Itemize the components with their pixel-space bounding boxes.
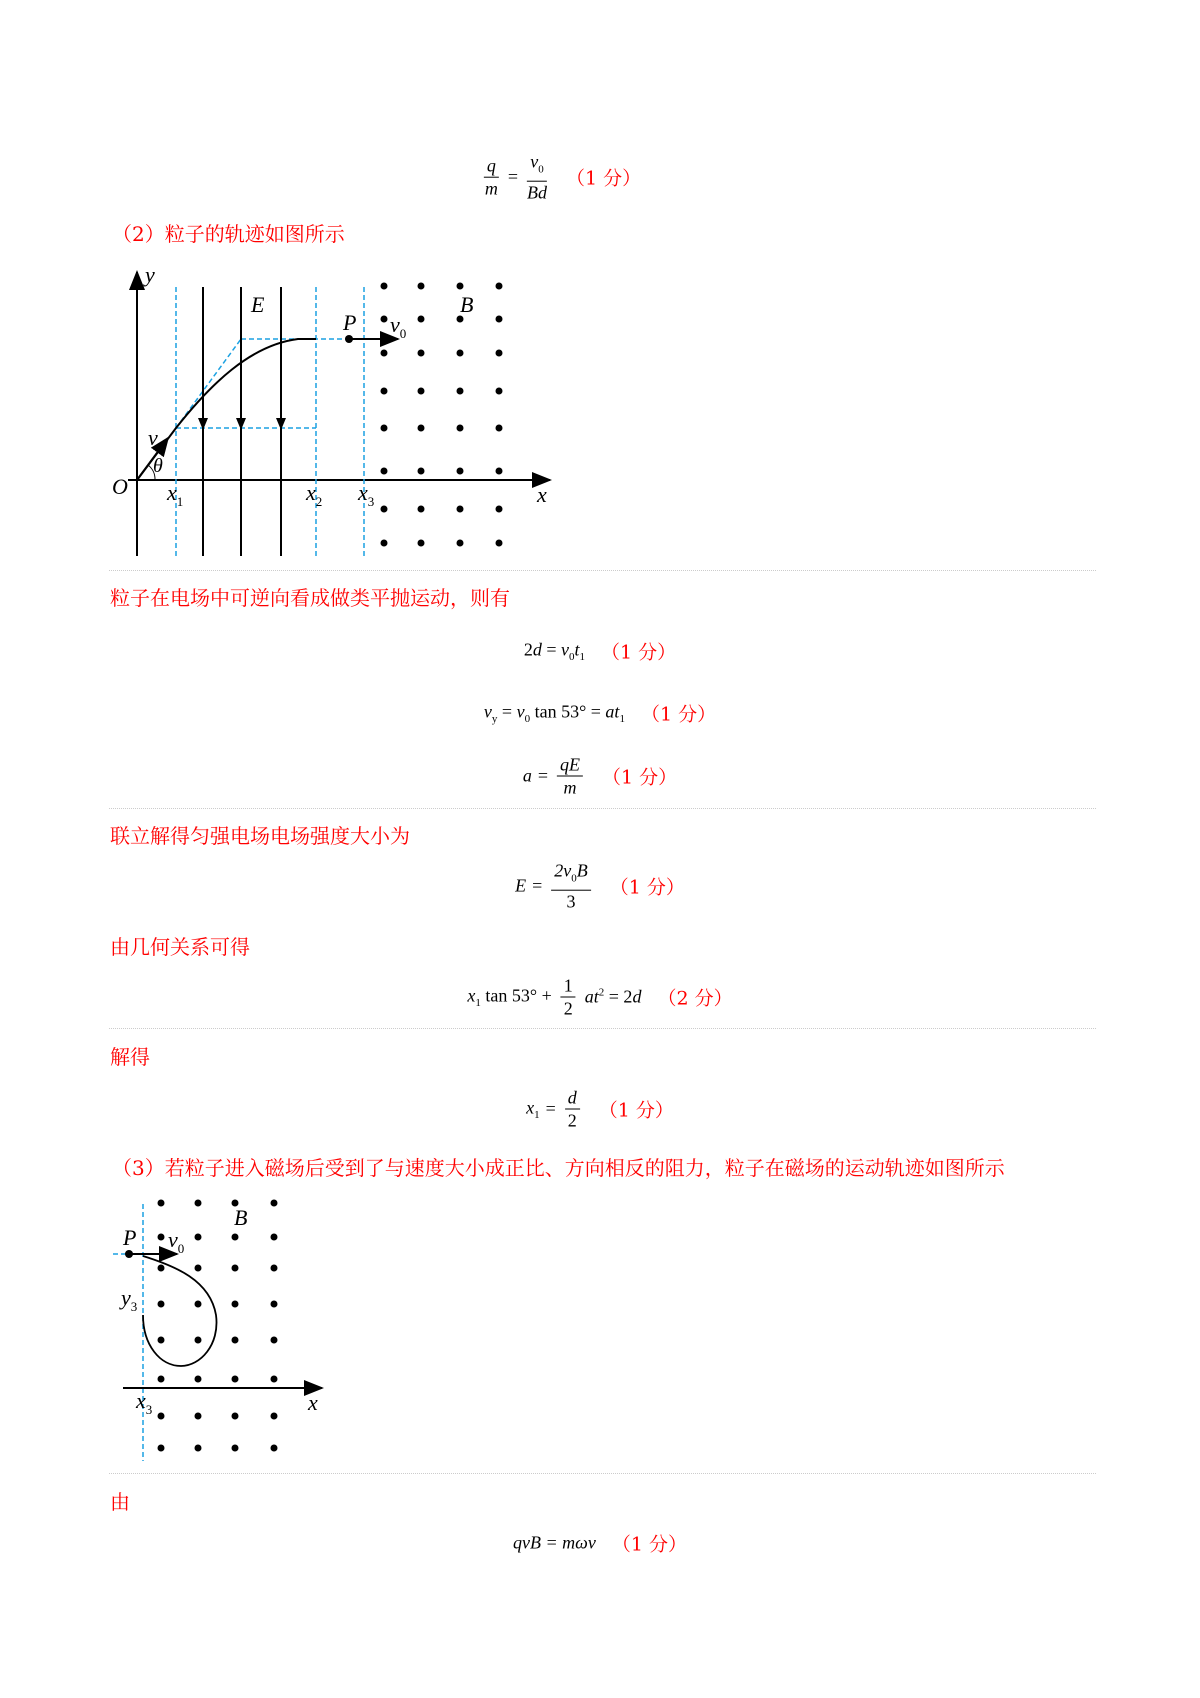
divider [109,1028,1096,1029]
equation-vy: $v_y = v_0$ $\tan 53^\circ = at_1$ （1 分） [483,701,717,726]
field-dot [381,350,388,357]
svg-text:v: v [148,425,158,450]
part2-heading: （2）粒子的轨迹如图所示 [112,222,345,246]
field-dot [195,1301,202,1308]
svg-text:x: x [308,1390,318,1415]
field-dot [418,316,425,323]
score: （1 分） [601,641,677,664]
field-dot [232,1337,239,1344]
divider [109,1473,1096,1474]
score: （1 分） [598,1099,674,1122]
equation-qvb: qvB = mωv （1 分） [513,1530,687,1557]
field-dot [271,1234,278,1241]
field-dot [195,1445,202,1452]
field-dot [457,350,464,357]
field-dot [496,388,503,395]
field-dot [457,425,464,432]
svg-text:P: P [343,310,357,335]
field-dot [496,540,503,547]
field-dot [457,506,464,513]
equation-q-over-m: $\frac{q}{m}$ = $\frac{v_0}{Bd}$ （1 分） [484,151,642,203]
svg-text:x3: $x_3$ [136,1388,153,1417]
equation-x1: $x_1$ = $\frac{d}{2}$ （1 分） [526,1087,674,1131]
divider [109,808,1096,809]
field-dot [271,1301,278,1308]
svg-text:O: O [112,474,128,499]
field-dot [271,1376,278,1383]
equation-2d: $2d = v_0t_1$ （1 分） [523,639,677,664]
part3-heading: （3）若粒子进入磁场后受到了与速度大小成正比、方向相反的阻力，粒子在磁场的运动轨迹如图所示 [112,1156,1005,1180]
field-dot [232,1301,239,1308]
field-dot [232,1265,239,1272]
field-dot [158,1445,165,1452]
trajectory-diagram-magnetic [0,1180,360,1480]
field-dot [418,540,425,547]
svg-text:θ: θ [153,455,163,477]
text-solve-field: 联立解得匀强电场电场强度大小为 [110,824,410,848]
score: （1 分） [640,703,717,726]
text-you: 由 [110,1490,130,1514]
svg-text:y: y [145,262,155,287]
svg-text:x2: $x_2$ [306,480,323,509]
field-dot [496,316,503,323]
score: （1 分） [609,876,685,899]
field-dot [457,540,464,547]
field-dot [381,388,388,395]
field-dot [271,1337,278,1344]
svg-text:v0: $v_0$ [390,312,407,341]
field-dot [418,388,425,395]
trajectory-curve [137,339,316,480]
score: （1 分） [602,766,678,789]
field-dot [418,425,425,432]
svg-text:B: B [234,1205,248,1230]
field-dot [232,1376,239,1383]
field-dot [457,468,464,475]
svg-text:v0: $v_0$ [168,1227,185,1256]
text-reverse-motion: 粒子在电场中可逆向看成做类平抛运动，则有 [110,586,510,610]
field-dot [271,1265,278,1272]
field-dot [381,283,388,290]
score: （1 分） [611,1533,687,1556]
field-dot [271,1413,278,1420]
field-dot [158,1376,165,1383]
svg-text:x3: $x_3$ [358,480,375,509]
field-dot [158,1200,165,1207]
field-dot [195,1376,202,1383]
field-dot [496,468,503,475]
field-dot [232,1234,239,1241]
field-dot [496,283,503,290]
field-dot [381,540,388,547]
field-dot [158,1337,165,1344]
trajectory-diagram-electric-magnetic [0,0,600,600]
field-dot [496,506,503,513]
field-dot [457,283,464,290]
text-jiede: 解得 [110,1045,150,1069]
field-dot [158,1301,165,1308]
field-dot [381,468,388,475]
field-dot [158,1413,165,1420]
field-dot [271,1445,278,1452]
equation-geometry: $x_1$ tan 53° + $\frac{1}{2}$ $at^2 = 2d$ （2 分） [467,975,733,1019]
field-dot [457,388,464,395]
field-dot [381,425,388,432]
svg-text:P: P [123,1225,137,1250]
field-dot [418,468,425,475]
field-dot [195,1413,202,1420]
svg-text:y3: $y_3$ [121,1285,138,1314]
field-dot [195,1234,202,1241]
score: （2 分） [657,987,733,1010]
score: （1 分） [566,167,642,190]
field-dot [195,1265,202,1272]
field-dot [418,350,425,357]
field-dot [271,1200,278,1207]
field-dot [195,1337,202,1344]
svg-text:x: x [537,482,547,507]
field-dot [418,506,425,513]
field-dot [418,283,425,290]
field-dot [158,1234,165,1241]
svg-text:x1: $x_1$ [167,480,184,509]
field-dot [232,1413,239,1420]
svg-text:E: E [251,292,265,317]
field-dot [381,506,388,513]
divider [109,570,1096,571]
field-dot [496,350,503,357]
text-geometry: 由几何关系可得 [110,935,250,959]
equation-a: a = $\frac{qE}{m}$ （1 分） [522,754,678,798]
field-dot [496,425,503,432]
field-dot [158,1265,165,1272]
spiral-trajectory [143,1256,217,1366]
field-dot [381,316,388,323]
svg-text:B: B [460,292,474,317]
field-dot [195,1200,202,1207]
field-dot [232,1445,239,1452]
equation-E: E = $\frac{2v_0B}{3}$ （1 分） [515,860,685,912]
